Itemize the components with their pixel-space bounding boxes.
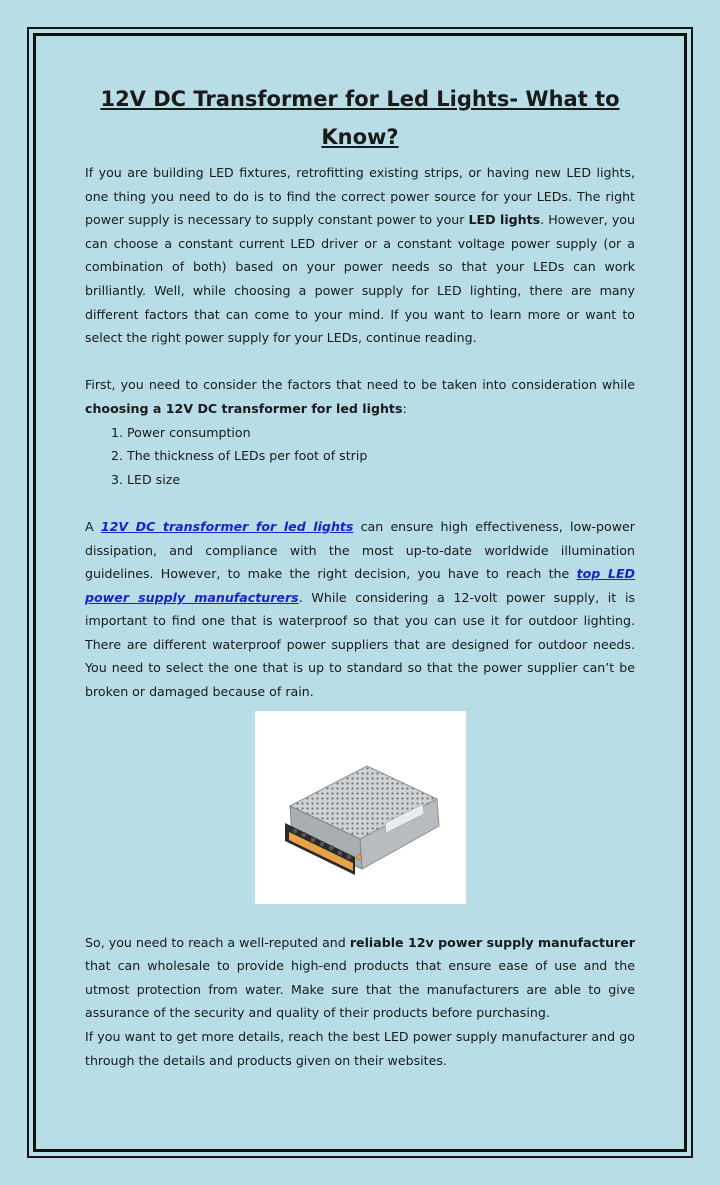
bold-text: LED lights bbox=[468, 212, 541, 228]
text: First, you need to consider the factors that need to be taken into consideration while bbox=[85, 377, 635, 393]
product-image bbox=[255, 711, 466, 904]
text: A bbox=[85, 518, 101, 534]
manufacturer-paragraph bbox=[85, 931, 635, 1025]
power-supply-illustration bbox=[255, 711, 466, 904]
text: So, you need to reach a well-reputed and bbox=[85, 934, 350, 950]
closing-paragraph: If you want to get more details, reach the best LED power supply manufacturer and go through the details and products given on their websites. bbox=[85, 1029, 635, 1068]
list-item: 1. Power consumption bbox=[127, 421, 635, 445]
text: If you are building LED fixtures, retrofitting existing strips, or having new LED lights, one thing you need to do is to find the correct power source for your LEDs. The right power supply is necessary to supply constant power to your bbox=[85, 165, 635, 228]
text: can ensure high effectiveness, low-power dissipation, and compliance with the most up-to-date worldwide illumination guidelines. However, to make the right decision, you have to reach the bbox=[85, 518, 635, 582]
text: that can wholesale to provide high-end products that ensure ease of use and the utmost protection from water. Make sure that the manufacturers are able to give assurance of the security and quality of their products before purchasing. bbox=[85, 958, 635, 1021]
intro-paragraph bbox=[85, 161, 635, 350]
article bbox=[85, 80, 635, 1072]
text: . While considering a 12-volt power supply, it is important to find one that is waterproof so that you can use it for outdoor lighting. There are different waterproof power suppliers that are designed for outdoor needs. You need to select the one that is up to standard so that the power supplier can’t be broken or damaged because of rain. bbox=[85, 589, 636, 700]
bold-text: choosing a 12V DC transformer for led lights bbox=[85, 400, 403, 416]
factors-list bbox=[85, 421, 635, 492]
text: : bbox=[402, 400, 407, 416]
transformer-paragraph bbox=[85, 515, 635, 704]
transformer-link[interactable]: 12V DC transformer for led lights bbox=[100, 518, 354, 534]
list-item: 3. LED size bbox=[127, 468, 635, 492]
article-title: 12V DC Transformer for Led Lights- What to Know? bbox=[100, 87, 620, 149]
manufacturers-link[interactable]: top LED power supply manufacturers bbox=[85, 566, 635, 605]
text: . However, you can choose a constant current LED driver or a constant voltage power supply (or a combination of both) based on your power needs so that your LEDs can work brilliantly. Well, while choosing a power supply for LED lighting, there are many different factors that can come to your mind. If you want to learn more or want to select the right power supply for your LEDs, continue reading. bbox=[85, 212, 635, 346]
list-item: 2. The thickness of LEDs per foot of strip bbox=[127, 444, 635, 468]
bold-text: reliable 12v power supply manufacturer bbox=[349, 934, 636, 950]
factors-intro-paragraph bbox=[85, 373, 635, 420]
